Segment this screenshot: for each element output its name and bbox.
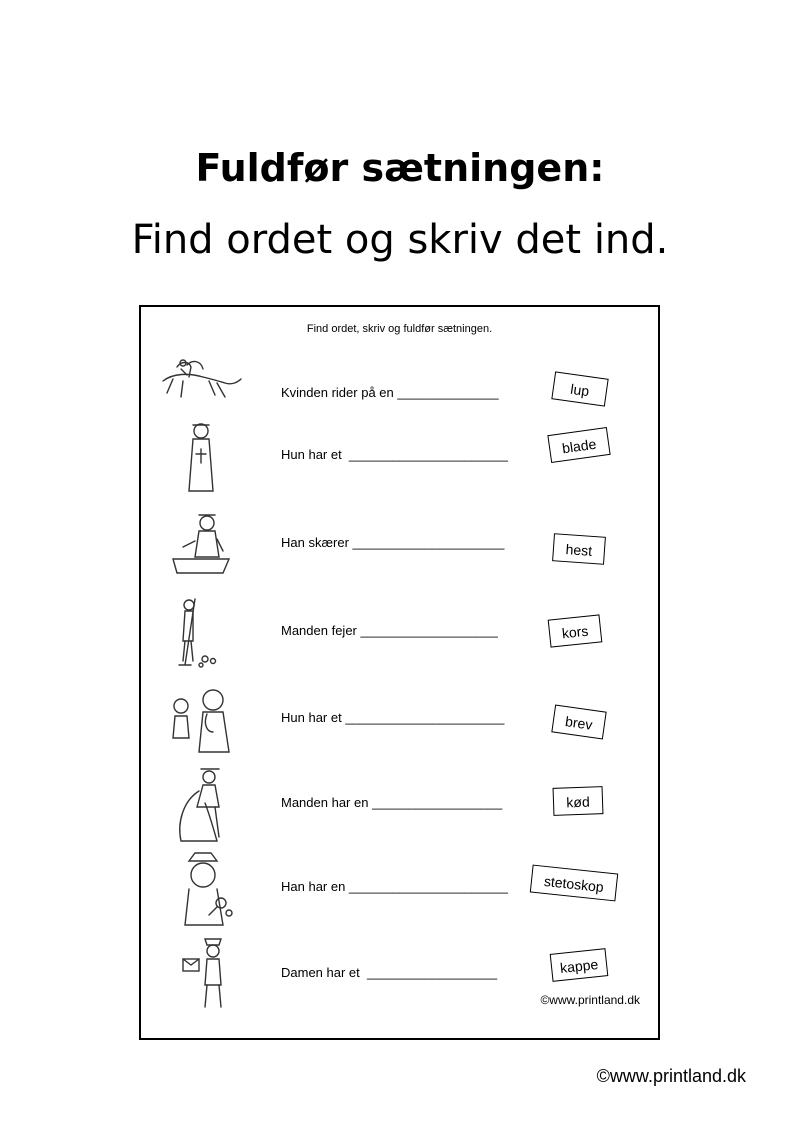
man-sweeping-icon: [159, 595, 243, 671]
sentence-text: Kvinden rider på en ______________: [281, 385, 499, 400]
mail-carrier-with-letter-icon: [159, 937, 243, 1013]
sentence-row: [141, 767, 658, 847]
sentence-row: [141, 419, 658, 499]
detective-with-magnifier-icon: [159, 851, 243, 927]
word-card[interactable]: brev: [551, 705, 606, 740]
word-card[interactable]: kappe: [550, 948, 609, 982]
sentence-row: [141, 682, 658, 762]
worksheet: [139, 305, 660, 1040]
sentence-text: Manden fejer ___________________: [281, 623, 498, 638]
sentence-row: [141, 595, 658, 675]
man-with-cape-icon: [159, 767, 243, 843]
page-subtitle: Find ordet og skriv det ind.: [131, 217, 669, 263]
word-card[interactable]: kød: [553, 786, 604, 816]
word-card[interactable]: hest: [552, 533, 606, 565]
page-copyright: ©www.printland.dk: [596, 1066, 746, 1086]
woman-with-cross-icon: [159, 419, 243, 495]
butcher-cutting-meat-icon: [159, 507, 243, 583]
word-card[interactable]: lup: [551, 371, 608, 406]
sentence-text: Hun har et ______________________: [281, 710, 505, 725]
word-card[interactable]: stetoskop: [530, 865, 618, 902]
worksheet-copyright: ©www.printland.dk: [540, 993, 640, 1007]
sentence-text: Manden har en __________________: [281, 795, 503, 810]
sentence-row: [141, 851, 658, 931]
word-card[interactable]: kors: [548, 614, 603, 647]
page-title: Fuldfør sætningen:: [195, 146, 605, 190]
word-card[interactable]: blade: [547, 427, 610, 463]
sentence-text: Han skærer _____________________: [281, 535, 505, 550]
sentence-row: [141, 507, 658, 587]
sentence-text: Damen har et __________________: [281, 965, 498, 980]
doctor-with-stethoscope-icon: [159, 682, 243, 758]
worksheet-instruction: Find ordet, skriv og fuldfør sætningen.: [306, 323, 493, 335]
sentence-text: Han har en ______________________: [281, 879, 508, 894]
sentence-text: Hun har et ______________________: [281, 447, 508, 462]
